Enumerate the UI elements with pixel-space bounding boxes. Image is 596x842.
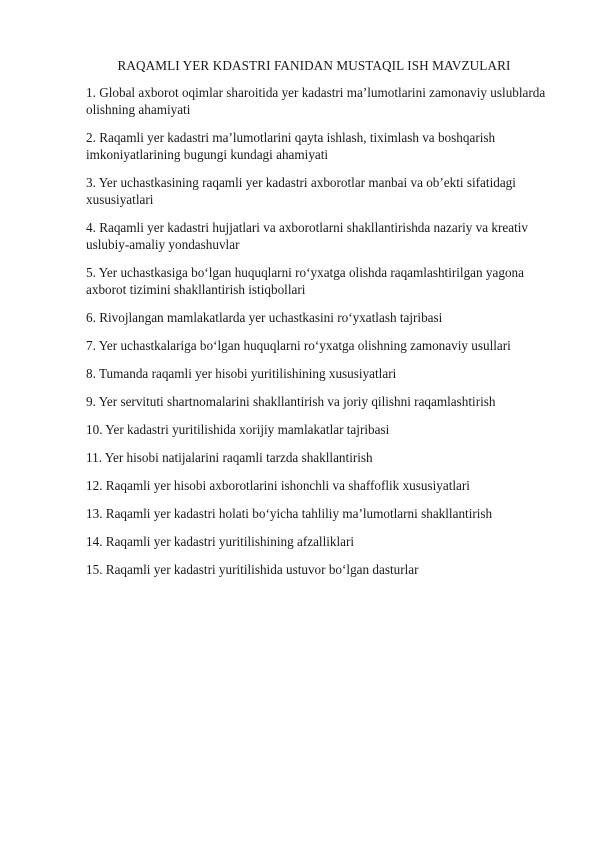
- document-title: RAQAMLI YER KDASTRI FANIDAN MUSTAQIL ISH MAVZULARI: [117, 58, 511, 73]
- topic-item-2: 2. Raqamli yer kadastri ma’lumotlarini qayta ishlash, tiximlash va boshqarish imkoniyatlarining bugungi kundagi ahamiyati: [86, 130, 496, 162]
- topic-item-15: 15. Raqamli yer kadastri yuritilishida ustuvor bo‘lgan dasturlar: [86, 562, 419, 577]
- topic-item-6: 6. Rivojlangan mamlakatlarda yer uchastkasini ro‘yxatlash tajribasi: [86, 310, 443, 325]
- topic-list: [86, 84, 548, 578]
- topic-item-13: 13. Raqamli yer kadastri holati bo‘yicha tahliliy ma’lumotlarni shakllantirish: [86, 506, 493, 521]
- topic-item-12: 12. Raqamli yer hisobi axborotlarini ishonchli va shaffoflik xususiyatlari: [86, 478, 470, 493]
- topic-item-7: 7. Yer uchastkalariga bo‘lgan huquqlarni ro‘yxatga olishning zamonaviy usullari: [86, 338, 511, 353]
- topic-item-10: 10. Yer kadastri yuritilishida xorijiy mamlakatlar tajribasi: [86, 422, 390, 437]
- topic-item-3: 3. Yer uchastkasining raqamli yer kadastri axborotlar manbai va ob’ekti sifatidagi xususiyatlari: [86, 175, 516, 207]
- topic-item-11: 11. Yer hisobi natijalarini raqamli tarzda shakllantirish: [86, 450, 373, 465]
- topic-item-4: 4. Raqamli yer kadastri hujjatlari va axborotlarni shakllantirishda nazariy va kreativ uslubiy-amaliy yondashuvlar: [86, 220, 528, 252]
- topic-item-1: 1. Global axborot oqimlar sharoitida yer kadastri ma’lumotlarini zamonaviy uslublarda olishning ahamiyati: [86, 85, 546, 117]
- topic-item-8: 8. Tumanda raqamli yer hisobi yuritilishining xususiyatlari: [86, 366, 397, 381]
- topic-item-9: 9. Yer servituti shartnomalarini shakllantirish va joriy qilishni raqamlashtirish: [86, 394, 496, 409]
- topic-item-14: 14. Raqamli yer kadastri yuritilishining afzalliklari: [86, 534, 355, 549]
- document-page: [86, 57, 548, 589]
- topic-item-5: 5. Yer uchastkasiga bo‘lgan huquqlarni ro‘yxatga olishda raqamlashtirilgan yagona axborot tizimini shakllantirish istiqbollari: [86, 265, 525, 297]
